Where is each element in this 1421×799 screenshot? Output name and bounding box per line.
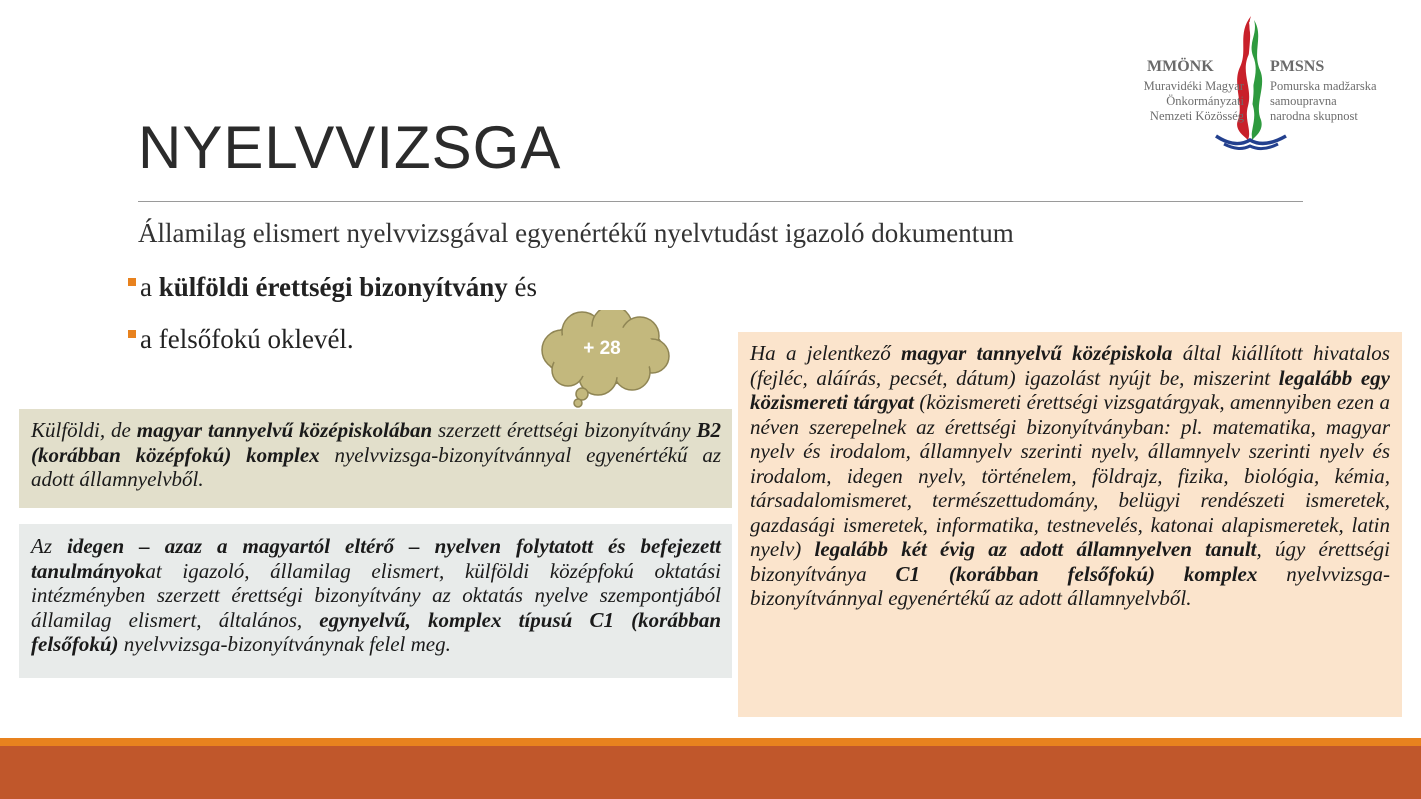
footer-bar (0, 746, 1421, 799)
organization-logo (1120, 12, 1395, 152)
logo-name-sl: PMSNS (1270, 58, 1325, 75)
bullet-item-diploma: a felsőfokú oklevél. (128, 324, 354, 355)
logo-name-hu: MMÖNK (1147, 58, 1214, 75)
info-box-state-language: Ha a jelentkező magyar tannyelvű középiskola által kiállított hivatalos (fejléc, aláírás, pecsét, dátum) igazolást nyújt be, miszerint legalább egy közismereti tárgyat (közismereti érettségi vizsgatárgyak, amennyiben ezen a néven szerepelnek az érettségi bizonyítványban: pl. matematika, magyar nyelv és irodalom, államnyelv szerinti nyelv, államnyelv szerinti nyelv és irodalom, idegen nyelv, történelem, földrajz, fizika, biológia, kémia, társadalomismeret, természettudomány, belügyi rendészeti ismeretek, gazdasági ismeretek, informatika, testnevelés, katonai alapismeretek, latin nyelv) legalább két évig az adott államnyelven tanult, úgy érettségi bizonyítványa C1 (korábban felsőfokú) komplex nyelvvizsga-bizonyítvánnyal egyenértékű az adott államnyelvből. (738, 332, 1402, 717)
subtitle: Államilag elismert nyelvvizsgával egyenértékű nyelvtudást igazoló dokumentum (138, 218, 1014, 248)
thought-cloud-icon (536, 310, 672, 410)
logo-lines-hu: Muravidéki Magyar Önkormányzati Nemzeti Közösség (1143, 79, 1244, 123)
title-divider (138, 201, 1303, 202)
bullet-square-icon (128, 278, 136, 286)
bullet-square-icon (128, 330, 136, 338)
bullet-item-foreign-certificate: a külföldi érettségi bizonyítvány és (128, 272, 537, 303)
page-title: NYELVVIZSGA (138, 114, 562, 181)
cloud-label: + 28 (583, 338, 621, 359)
info-box-hungarian-school: Külföldi, de magyar tannyelvű középiskolában szerzett érettségi bizonyítvány B2 (korábban középfokú) komplex nyelvvizsga-bizonyítvánnyal egyenértékű az adott államnyelvből. (19, 409, 732, 508)
info-box-foreign-language-studies: Az idegen – azaz a magyartól eltérő – nyelven folytatott és befejezett tanulmányokat igazoló, államilag elismert, külföldi középfokú oktatási intézményben szerzett érettségi bizonyítvány az oktatás nyelve szempontjából államilag elismert, általános, egynyelvű, komplex típusú C1 (korábban felsőfokú) nyelvvizsga-bizonyítványnak felel meg. (19, 524, 732, 678)
footer-accent-stripe (0, 738, 1421, 746)
logo-lines-sl: Pomurska madžarska samoupravna narodna skupnost (1270, 79, 1377, 123)
